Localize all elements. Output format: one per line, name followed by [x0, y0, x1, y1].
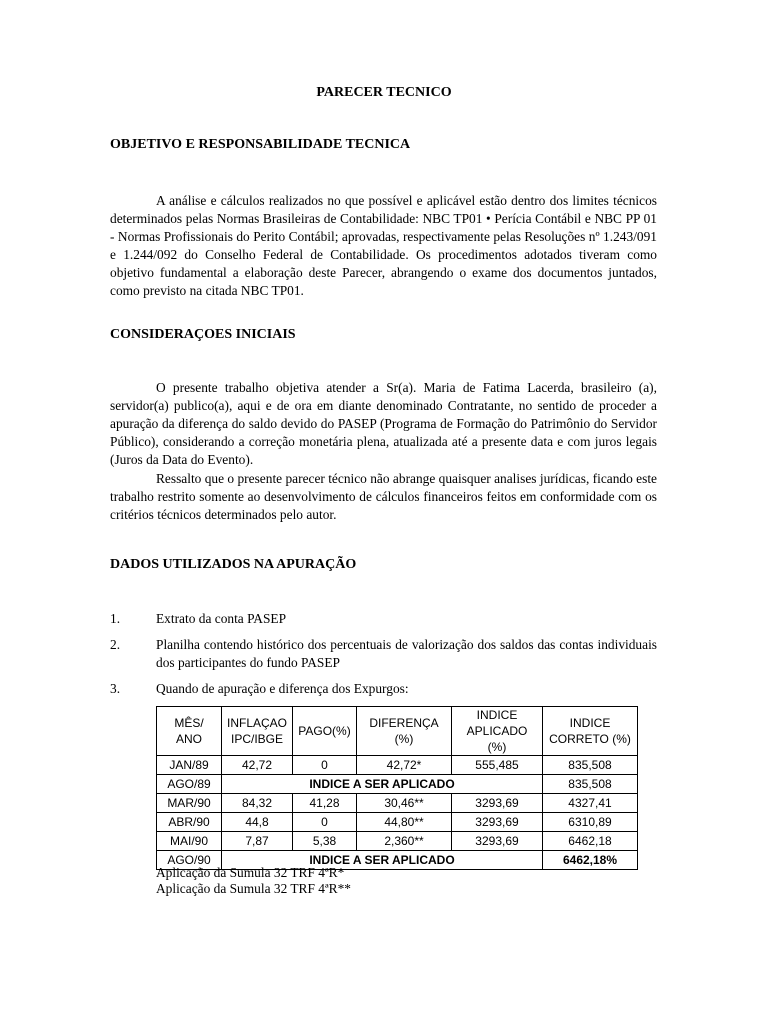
column-header-mes: MÊS/ ANO: [157, 707, 222, 756]
cell-correto: 835,508: [543, 756, 638, 775]
cell-correto: 4327,41: [543, 794, 638, 813]
paragraph-consideracoes-1: O presente trabalho objetiva atender a Sr(a). Maria de Fatima Lacerda, brasileiro (a), servidor(a) publico(a), aqui e de ora em diante denominado Contratante, no sentido de proceder a apuração da diferença do saldo devido do PASEP (Programa de Formação do Patrimônio do Servidor Público), considerando a correção monetária plena, atualizada até a presente data e com juros legais (Juros da Data do Evento).: [110, 380, 657, 467]
table-row: [157, 794, 638, 813]
page-title: PARECER TECNICO: [316, 85, 452, 100]
list-item-text: Planilha contendo histórico dos percentuais de valorização dos saldos das contas individuais dos participantes do fundo PASEP: [156, 637, 657, 670]
cell-diferenca: 42,72*: [357, 756, 452, 775]
section-heading-consideracoes: CONSIDERAÇOES INICIAIS: [110, 327, 296, 342]
cell-mes: ABR/90: [157, 813, 222, 832]
cell-correto: 6462,18%: [543, 851, 638, 870]
cell-pago: 0: [293, 756, 357, 775]
list-item-number: 2.: [110, 637, 121, 652]
list-item-text: Extrato da conta PASEP: [156, 611, 287, 626]
table-row: [157, 832, 638, 851]
column-header-correto: INDICE CORRETO (%): [543, 707, 638, 756]
cell-mes: MAI/90: [157, 832, 222, 851]
cell-pago: 41,28: [293, 794, 357, 813]
cell-aplicado: 3293,69: [452, 832, 543, 851]
cell-diferenca: 44,80**: [357, 813, 452, 832]
cell-mes: MAR/90: [157, 794, 222, 813]
cell-diferenca: 30,46**: [357, 794, 452, 813]
table-row: [157, 775, 638, 794]
cell-inflacao: 44,8: [222, 813, 293, 832]
column-header-pago: PAGO(%): [293, 707, 357, 756]
expurgos-table: [156, 706, 638, 870]
table-row: [157, 756, 638, 775]
cell-merged-indice: INDICE A SER APLICADO: [222, 775, 543, 794]
column-header-diferenca: DIFERENÇA (%): [357, 707, 452, 756]
cell-inflacao: 84,32: [222, 794, 293, 813]
cell-aplicado: 3293,69: [452, 794, 543, 813]
cell-pago: 5,38: [293, 832, 357, 851]
cell-correto: 6462,18: [543, 832, 638, 851]
cell-inflacao: 42,72: [222, 756, 293, 775]
footnote-sumula-1: Aplicação da Sumula 32 TRF 4ªR*: [156, 865, 345, 880]
cell-aplicado: 555,485: [452, 756, 543, 775]
table-header-row: [157, 707, 638, 756]
list-item-number: 3.: [110, 681, 121, 696]
cell-inflacao: 7,87: [222, 832, 293, 851]
list-item-number: 1.: [110, 611, 121, 626]
cell-mes: AGO/90: [157, 851, 222, 870]
section-heading-dados: DADOS UTILIZADOS NA APURAÇÃO: [110, 557, 357, 572]
table-row: [157, 813, 638, 832]
cell-aplicado: 3293,69: [452, 813, 543, 832]
section-heading-objetivo: OBJETIVO E RESPONSABILIDADE TECNICA: [110, 137, 411, 152]
cell-merged-indice: INDICE A SER APLICADO: [222, 851, 543, 870]
cell-correto: 835,508: [543, 775, 638, 794]
cell-pago: 0: [293, 813, 357, 832]
column-header-aplicado: INDICE APLICADO (%): [452, 707, 543, 756]
list-item-text: Quando de apuração e diferença dos Expurgos:: [156, 681, 409, 696]
paragraph-objetivo: A análise e cálculos realizados no que possível e aplicável estão dentro dos limites técnicos determinados pelas Normas Brasileiras de Contabilidade: NBC TP01 • Perícia Contábil e NBC PP 01 - Normas Profissionais do Perito Contábil; aprovadas, respectivamente pelas Resoluções nº 1.243/091 e 1.244/092 do Conselho Federal de Contabilidade. Os procedimentos adotados tiveram como objetivo fundamental a elaboração deste Parecer, abrangendo o exame dos documentos juntados, como previsto na citada NBC TP01.: [110, 193, 657, 298]
column-header-inflacao: INFLAÇAO IPC/IBGE: [222, 707, 293, 756]
cell-mes: AGO/89: [157, 775, 222, 794]
footnote-sumula-2: Aplicação da Sumula 32 TRF 4ªR**: [156, 881, 351, 896]
paragraph-consideracoes-2: Ressalto que o presente parecer técnico não abrange quaisquer analises jurídicas, ficando este trabalho restrito somente ao desenvolvimento de cálculos financeiros feitos em conformidade com os critérios técnicos determinados pelo autor.: [110, 471, 657, 522]
cell-diferenca: 2,360**: [357, 832, 452, 851]
cell-mes: JAN/89: [157, 756, 222, 775]
cell-correto: 6310,89: [543, 813, 638, 832]
